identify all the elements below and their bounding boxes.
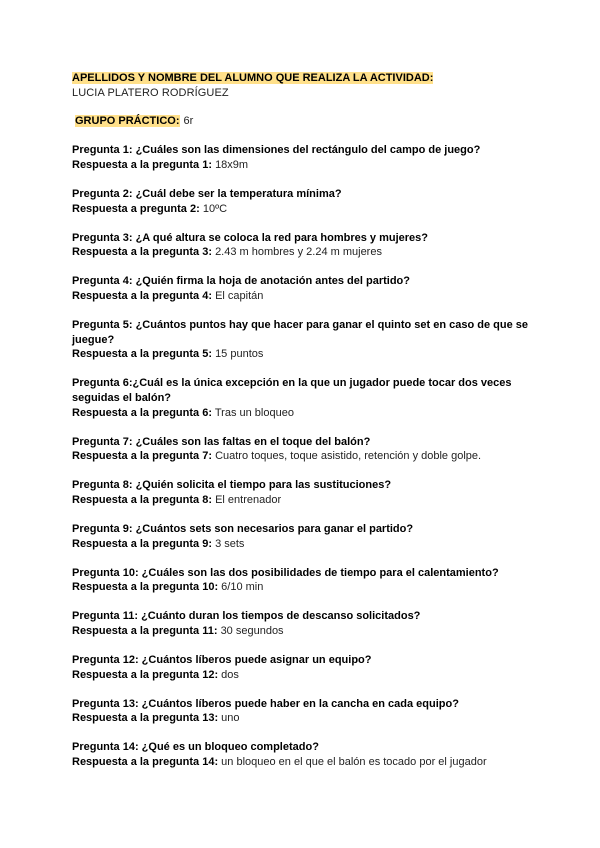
answer-line <box>72 158 532 173</box>
answer-label: Respuesta a la pregunta 3: <box>72 246 212 259</box>
student-name: LUCIA PLATERO RODRÍGUEZ <box>72 86 229 99</box>
answer-line <box>72 347 532 362</box>
answer-label: Respuesta a la pregunta 6: <box>72 406 212 419</box>
qa-item <box>72 522 532 551</box>
student-label-line <box>72 71 532 86</box>
answer-label: Respuesta a la pregunta 14: <box>72 756 219 768</box>
qa-list <box>72 143 532 769</box>
qa-item <box>72 566 532 595</box>
answer-label: Respuesta a la pregunta 1: <box>72 158 212 171</box>
answer-line <box>72 537 532 552</box>
question-text: Pregunta 1: ¿Cuáles son las dimensiones del rectángulo del campo de juego? <box>72 144 481 157</box>
question-text: Pregunta 9: ¿Cuántos sets son necesarios para ganar el partido? <box>72 522 414 535</box>
question-text: Pregunta 13: ¿Cuántos líberos puede haber en la cancha en cada equipo? <box>72 697 459 710</box>
question-text: Pregunta 7: ¿Cuáles son las faltas en el toque del balón? <box>72 435 371 448</box>
answer-label: Respuesta a la pregunta 9: <box>72 537 212 550</box>
answer-label: Respuesta a la pregunta 4: <box>72 289 212 302</box>
qa-item <box>72 318 532 362</box>
answer-text: Tras un bloqueo <box>214 406 294 419</box>
answer-text: 10ºC <box>202 202 228 215</box>
answer-text: 2.43 m hombres y 2.24 m mujeres <box>215 246 382 259</box>
qa-item <box>72 697 532 726</box>
qa-item <box>72 653 532 682</box>
question-text: Pregunta 5: ¿Cuántos puntos hay que hacer para ganar el quinto set en caso de que se juegue? <box>72 319 528 346</box>
answer-text: un bloqueo en el que el balón es tocado por el jugador <box>221 756 487 768</box>
group-line <box>75 114 532 129</box>
qa-item <box>72 143 532 172</box>
answer-line <box>72 202 532 217</box>
question-text: Pregunta 10: ¿Cuáles son las dos posibilidades de tiempo para el calentamiento? <box>72 566 499 579</box>
qa-item <box>72 609 532 638</box>
answer-line <box>72 668 532 683</box>
answer-text: 18x9m <box>215 158 249 171</box>
qa-item <box>72 274 532 303</box>
qa-item <box>72 187 532 216</box>
student-label: APELLIDOS Y NOMBRE DEL ALUMNO QUE REALIZA LA ACTIVIDAD: <box>72 72 434 84</box>
question-text: Pregunta 8: ¿Quién solicita el tiempo para las sustituciones? <box>72 479 392 492</box>
question-text: Pregunta 4: ¿Quién firma la hoja de anotación antes del partido? <box>72 275 410 288</box>
document-content <box>72 71 532 770</box>
answer-line <box>72 289 532 304</box>
answer-line <box>72 624 532 639</box>
answer-label: Respuesta a la pregunta 5: <box>72 348 212 361</box>
qa-item <box>72 435 532 464</box>
qa-item <box>72 376 532 420</box>
answer-label: Respuesta a la pregunta 10: <box>72 581 219 594</box>
qa-item <box>72 478 532 507</box>
answer-line <box>72 493 532 508</box>
answer-label: Respuesta a la pregunta 8: <box>72 493 212 506</box>
answer-text: Cuatro toques, toque asistido, retención y doble golpe. <box>215 450 482 463</box>
answer-text: 3 sets <box>215 537 245 550</box>
question-text: Pregunta 3: ¿A qué altura se coloca la red para hombres y mujeres? <box>72 231 428 244</box>
answer-line <box>72 711 532 726</box>
answer-line <box>72 580 532 595</box>
answer-text: 6/10 min <box>221 581 264 594</box>
qa-item <box>72 740 532 769</box>
answer-text: uno <box>221 712 240 725</box>
group-label: GRUPO PRÁCTICO: <box>75 115 180 128</box>
answer-label: Respuesta a la pregunta 11: <box>72 624 218 637</box>
question-text: Pregunta 11: ¿Cuánto duran los tiempos de descanso solicitados? <box>72 610 421 623</box>
answer-label: Respuesta a pregunta 2: <box>72 202 200 215</box>
answer-line <box>72 406 532 421</box>
question-text: Pregunta 6:¿Cuál es la única excepción en la que un jugador puede tocar dos veces seguidas el balón? <box>72 377 512 404</box>
answer-label: Respuesta a la pregunta 13: <box>72 712 219 725</box>
qa-item <box>72 231 532 260</box>
answer-line <box>72 755 532 770</box>
answer-text: El capitán <box>215 289 264 302</box>
answer-line <box>72 449 532 464</box>
answer-text: 30 segundos <box>220 624 284 637</box>
question-text: Pregunta 12: ¿Cuántos líberos puede asignar un equipo? <box>72 654 372 667</box>
answer-label: Respuesta a la pregunta 7: <box>72 450 212 463</box>
answer-line <box>72 245 532 260</box>
question-text: Pregunta 2: ¿Cuál debe ser la temperatura mínima? <box>72 187 342 200</box>
answer-text: dos <box>221 668 239 681</box>
answer-text: 15 puntos <box>215 348 264 361</box>
group-value: 6r <box>183 115 194 128</box>
answer-text: El entrenador <box>215 493 282 506</box>
answer-label: Respuesta a la pregunta 12: <box>72 668 219 681</box>
question-text: Pregunta 14: ¿Qué es un bloqueo completado? <box>72 741 319 754</box>
